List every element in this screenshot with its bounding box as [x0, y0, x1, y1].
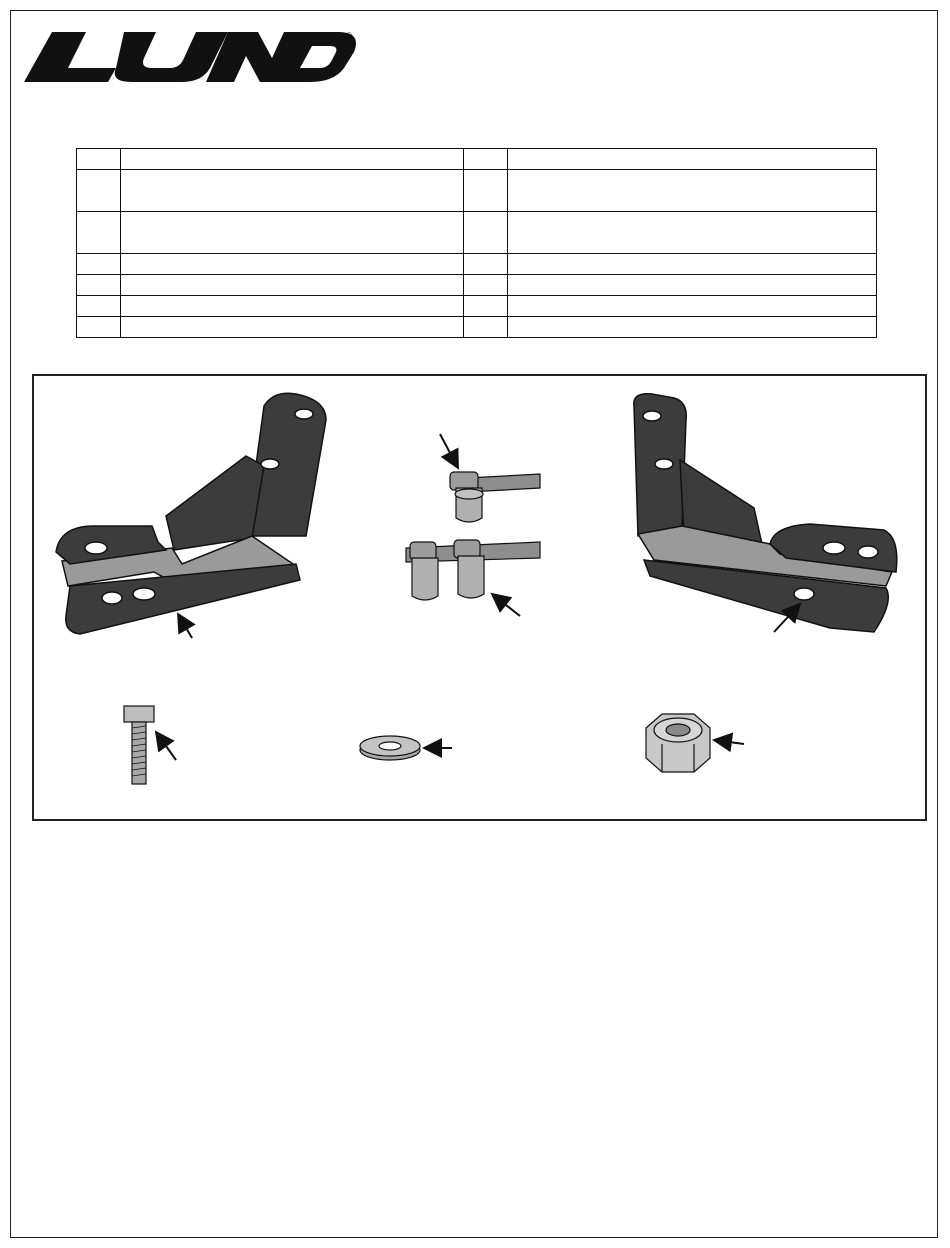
single-clip-nut-arrow [440, 434, 458, 468]
left-bracket-arrow [178, 614, 192, 638]
parts-figure [32, 374, 927, 821]
description-cell [121, 212, 464, 254]
description-cell [508, 275, 877, 296]
item-cell [77, 317, 121, 338]
item-cell [464, 212, 508, 254]
lund-logo [20, 28, 360, 84]
description-cell [508, 149, 877, 170]
item-cell [464, 296, 508, 317]
left-bracket [56, 393, 326, 634]
lock-nut [646, 714, 710, 772]
description-cell [121, 170, 464, 212]
flat-washer [360, 736, 420, 760]
table-row [77, 170, 877, 212]
description-cell [121, 317, 464, 338]
parts-illustration [34, 376, 925, 819]
registered-mark: ® [346, 31, 352, 40]
parts-table [76, 148, 877, 338]
item-cell [464, 170, 508, 212]
description-cell [508, 212, 877, 254]
description-cell [121, 254, 464, 275]
lock-nut-arrow [714, 740, 744, 744]
item-cell [77, 296, 121, 317]
item-cell [77, 212, 121, 254]
table-row [77, 212, 877, 254]
item-cell [77, 275, 121, 296]
hex-bolt [124, 706, 154, 784]
table-row [77, 275, 877, 296]
item-cell [464, 254, 508, 275]
description-cell [508, 296, 877, 317]
item-cell [77, 170, 121, 212]
description-cell [121, 296, 464, 317]
right-bracket [634, 394, 897, 632]
table-row [77, 149, 877, 170]
description-cell [121, 149, 464, 170]
table-row [77, 317, 877, 338]
description-cell [508, 317, 877, 338]
item-cell [77, 254, 121, 275]
item-cell [464, 317, 508, 338]
item-cell [464, 275, 508, 296]
description-cell [508, 170, 877, 212]
item-cell [77, 149, 121, 170]
hex-bolt-arrow [156, 732, 176, 760]
table-row [77, 296, 877, 317]
description-cell [508, 254, 877, 275]
logo-letter-l [24, 32, 116, 82]
table-row [77, 254, 877, 275]
item-cell [464, 149, 508, 170]
double-clip-nut [406, 540, 540, 600]
description-cell [121, 275, 464, 296]
single-clip-nut [450, 472, 540, 522]
double-clip-nut-arrow [492, 594, 520, 616]
